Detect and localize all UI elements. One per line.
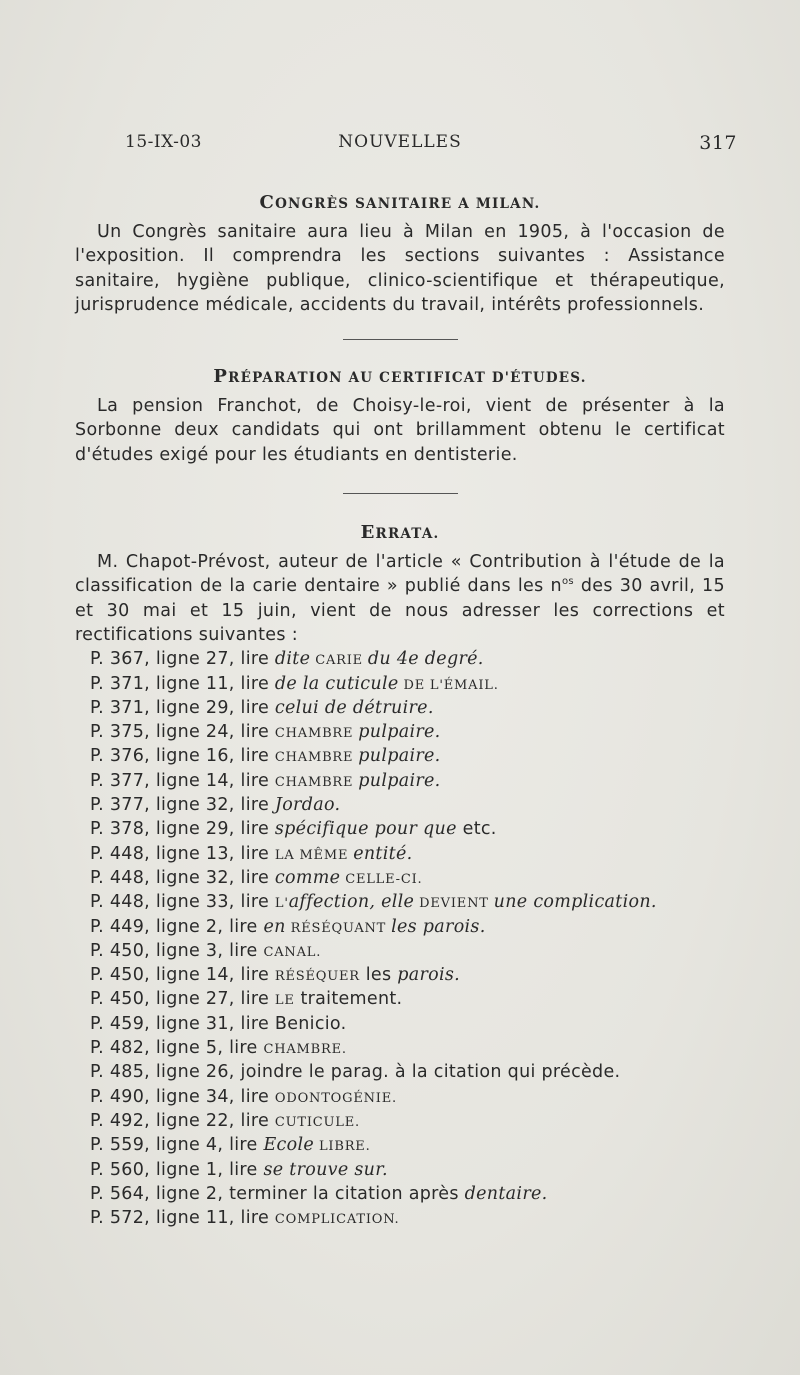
errata-correction: une complication. — [493, 892, 657, 913]
errata-item — [75, 939, 725, 963]
errata-correction: CHAMBRE. — [263, 1042, 347, 1058]
errata-intro-text: M. Chapot-Prévost, auteur de l'article « Contribution à l'étude de la classification de la carie dentaire » publié dans les n — [75, 552, 725, 597]
errata-intro-superscript: os — [561, 576, 574, 588]
header-section: NOUVELLES — [338, 132, 462, 152]
errata-reference: P. 449, ligne 2, lire — [90, 916, 264, 937]
section-title-congres: CONGRÈS SANITAIRE A MILAN. — [259, 192, 541, 213]
section-divider — [343, 339, 458, 340]
errata-correction: traitement. — [294, 989, 403, 1010]
errata-reference: P. 492, ligne 22, lire — [90, 1110, 275, 1131]
errata-item — [75, 720, 725, 744]
errata-reference: P. 564, ligne 2, terminer la citation après — [90, 1183, 465, 1204]
errata-correction: pulpaire. — [358, 722, 441, 743]
errata-item — [75, 1012, 725, 1036]
errata-item — [75, 987, 725, 1011]
errata-correction: RÉSÉQUER — [274, 969, 360, 985]
errata-correction: etc. — [456, 819, 497, 840]
errata-item — [75, 866, 725, 890]
errata-item — [75, 963, 725, 987]
errata-reference: P. 560, ligne 1, lire — [90, 1159, 264, 1180]
errata-reference: P. 490, ligne 34, lire — [90, 1086, 275, 1107]
page-content — [75, 190, 725, 1230]
errata-correction: CHAMBRE — [274, 750, 359, 766]
errata-item — [75, 1206, 725, 1230]
errata-correction: CELLE-CI. — [340, 871, 423, 887]
running-header — [0, 132, 800, 158]
errata-correction: COMPLICATION. — [274, 1212, 400, 1228]
page-number: 317 — [699, 132, 737, 154]
errata-correction: pulpaire. — [358, 770, 441, 791]
paragraph-errata-intro — [75, 550, 725, 647]
errata-correction: les parois. — [391, 916, 486, 937]
errata-item — [75, 1133, 725, 1157]
section-title-errata: ERRATA. — [360, 522, 440, 544]
errata-correction: dentaire. — [464, 1183, 548, 1204]
errata-correction: en — [263, 916, 286, 937]
section-divider — [343, 493, 458, 494]
errata-reference: P. 482, ligne 5, lire — [90, 1038, 264, 1059]
errata-reference: P. 371, ligne 11, lire — [90, 673, 275, 694]
errata-correction: pulpaire. — [358, 746, 441, 767]
errata-correction: LIBRE. — [314, 1139, 371, 1155]
errata-reference: P. 450, ligne 27, lire — [90, 989, 275, 1010]
errata-correction: CHAMBRE — [274, 726, 359, 742]
errata-reference: P. 450, ligne 14, lire — [90, 965, 275, 986]
errata-correction: spécifique pour que — [274, 819, 457, 840]
errata-correction: LA MÊME — [274, 847, 354, 863]
errata-correction: celui de détruire. — [274, 697, 434, 718]
errata-correction: de la cuticule — [274, 673, 399, 694]
errata-correction: DE L'ÉMAIL. — [398, 677, 499, 693]
errata-item — [75, 647, 725, 671]
header-date: 15-IX-03 — [125, 132, 202, 152]
errata-item — [75, 1060, 725, 1084]
errata-correction: Jordao. — [274, 795, 341, 816]
errata-reference: P. 378, ligne 29, lire — [90, 819, 275, 840]
errata-correction: entité. — [353, 843, 413, 864]
errata-correction: les — [359, 965, 398, 986]
errata-correction: se trouve sur. — [263, 1159, 388, 1180]
errata-correction: ODONTOGÉNIE. — [274, 1090, 397, 1106]
errata-item — [75, 793, 725, 817]
errata-item — [75, 696, 725, 720]
errata-item — [75, 1085, 725, 1109]
errata-reference: P. 377, ligne 14, lire — [90, 770, 275, 791]
errata-correction: parois. — [397, 965, 461, 986]
errata-item — [75, 817, 725, 841]
errata-correction: Benicio. — [274, 1013, 347, 1034]
errata-reference: P. 367, ligne 27, lire — [90, 649, 275, 670]
errata-reference: P. 448, ligne 13, lire — [90, 843, 275, 864]
errata-intro-text-end: des 30 avril, 15 et 30 mai et 15 juin, vient de nous adresser les corrections et rectifications suivantes : — [75, 576, 726, 645]
errata-correction: CANAL. — [263, 944, 322, 960]
errata-list — [75, 647, 725, 1230]
errata-reference: P. 371, ligne 29, lire — [90, 697, 275, 718]
errata-item — [75, 915, 725, 939]
errata-item — [75, 769, 725, 793]
errata-item — [75, 672, 725, 696]
errata-item — [75, 842, 725, 866]
errata-reference: P. 459, ligne 31, lire — [90, 1013, 275, 1034]
errata-item — [75, 744, 725, 768]
errata-correction: Ecole — [263, 1135, 315, 1156]
errata-item — [75, 1182, 725, 1206]
errata-item — [75, 1158, 725, 1182]
errata-reference: P. 448, ligne 33, lire — [90, 892, 275, 913]
errata-reference: P. 376, ligne 16, lire — [90, 746, 275, 767]
errata-correction: affection, elle — [288, 892, 415, 913]
errata-correction: RÉSÉQUANT — [285, 920, 392, 936]
errata-correction: LE — [274, 993, 295, 1009]
errata-reference: P. 572, ligne 11, lire — [90, 1208, 275, 1229]
paragraph-preparation: La pension Franchot, de Choisy-le-roi, vient de présenter à la Sorbonne deux candidats qui ont brillamment obtenu le certificat d'études exigé pour les étudiants en dentisterie. — [75, 396, 725, 465]
errata-reference: P. 448, ligne 32, lire — [90, 867, 275, 888]
errata-item — [75, 1036, 725, 1060]
errata-item — [75, 1109, 725, 1133]
errata-correction: DEVIENT — [414, 896, 494, 912]
paragraph-congres: Un Congrès sanitaire aura lieu à Milan en 1905, à l'occasion de l'exposition. Il comprendra les sections suivantes : Assistance sanitaire, hygiène publique, clinico-scientifique et thérapeutique, jurisprudence médicale, accidents du travail, intérêts professionnels. — [75, 222, 725, 315]
errata-reference: P. 485, ligne 26, joindre le parag. à la citation qui précède. — [90, 1062, 621, 1083]
errata-reference: P. 377, ligne 32, lire — [90, 795, 275, 816]
errata-reference: P. 559, ligne 4, lire — [90, 1135, 264, 1156]
errata-item — [75, 890, 725, 914]
errata-correction: du 4e degré. — [367, 649, 484, 670]
section-title-preparation: PRÉPARATION AU CERTIFICAT D'ÉTUDES. — [213, 366, 587, 388]
errata-correction: dite — [274, 649, 311, 670]
errata-correction: L' — [274, 896, 289, 912]
errata-correction: CUTICULE. — [274, 1114, 360, 1130]
errata-reference: P. 375, ligne 24, lire — [90, 722, 275, 743]
errata-correction: comme — [274, 867, 341, 888]
errata-reference: P. 450, ligne 3, lire — [90, 940, 264, 961]
errata-correction: CHAMBRE — [274, 774, 359, 790]
errata-correction: CARIE — [310, 653, 368, 669]
